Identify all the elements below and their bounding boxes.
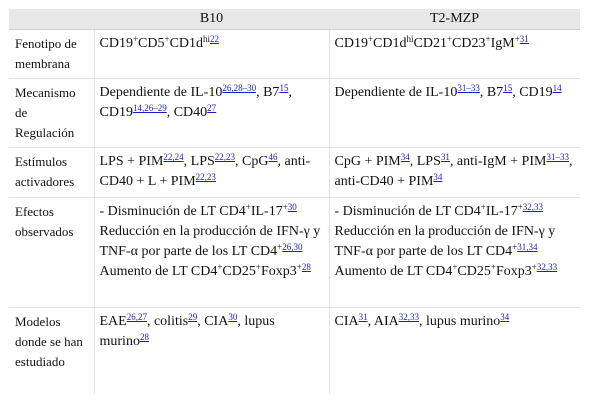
cell-text: Dependiente de IL-10 xyxy=(334,85,458,100)
cell-text: - Disminución de LT CD4 xyxy=(334,204,481,219)
cell-text: CD19 xyxy=(334,36,368,51)
cell-text: CD19 xyxy=(99,36,133,51)
reference-link[interactable]: 14 xyxy=(552,83,562,93)
reference-link[interactable]: 34 xyxy=(500,312,510,322)
superscript-marker: + xyxy=(277,242,283,252)
reference-link[interactable]: 32,33 xyxy=(522,202,544,212)
superscript-marker: + xyxy=(446,34,453,44)
cell-text: , LPS xyxy=(183,154,215,169)
table-row xyxy=(9,148,580,198)
superscript-marker: + xyxy=(164,34,170,44)
cell-text: , LPS xyxy=(409,154,441,169)
cell-text: , CpG xyxy=(235,154,269,169)
superscript-marker: + xyxy=(367,34,374,44)
t2mzp-cell xyxy=(329,198,580,308)
row-label: Mecanismo de Regulación xyxy=(9,79,94,148)
reference-link[interactable]: 22,23 xyxy=(214,152,236,162)
superscript-marker: + xyxy=(132,34,139,44)
superscript-marker: + xyxy=(531,262,537,272)
cell-text: IL-17 xyxy=(485,204,518,219)
cell-text: CD25 xyxy=(222,264,256,279)
reference-link[interactable]: 22,23 xyxy=(195,172,216,182)
cell-text: Reducción en la producción de IFN-γ y TNF-α por parte de los LT CD4 xyxy=(99,224,321,259)
table-row xyxy=(9,30,580,79)
superscript-marker: + xyxy=(245,202,251,212)
superscript-marker: + xyxy=(512,242,518,252)
reference-link[interactable]: 46 xyxy=(268,152,278,162)
cell-text: CIA xyxy=(334,314,359,329)
t2mzp-cell xyxy=(329,148,580,198)
cell-text: CD23 xyxy=(452,36,486,51)
reference-link[interactable]: 31 xyxy=(358,312,368,322)
cell-text: CpG + PIM xyxy=(334,154,401,169)
cell-text: IgM xyxy=(490,36,515,51)
superscript-marker: + xyxy=(452,262,458,272)
reference-link[interactable]: 31–33 xyxy=(457,83,480,93)
reference-link[interactable]: 32,33 xyxy=(398,312,419,322)
reference-link[interactable]: 22,24 xyxy=(163,152,184,162)
reference-link[interactable]: 34 xyxy=(433,172,443,182)
cell-text: , lupus murino xyxy=(99,314,275,349)
cell-text: , anti-IgM + PIM xyxy=(449,154,547,169)
superscript-marker: hi xyxy=(406,34,414,44)
cell-text: , lupus murino xyxy=(419,314,501,329)
cell-text: Aumento de LT CD4 xyxy=(99,264,218,279)
reference-link[interactable]: 15 xyxy=(503,83,513,93)
cell-text: , CD40 xyxy=(166,105,208,120)
table-row xyxy=(9,79,580,148)
cell-text: , colitis xyxy=(146,314,189,329)
reference-link[interactable]: 27 xyxy=(207,103,217,113)
reference-link[interactable]: 14,26–29 xyxy=(132,103,167,113)
superscript-marker: + xyxy=(480,202,486,212)
reference-link[interactable]: 31 xyxy=(519,34,529,44)
cell-text: - Disminución de LT CD4 xyxy=(99,204,246,219)
reference-link[interactable]: 30 xyxy=(228,312,238,322)
cell-text: , B7 xyxy=(256,85,280,100)
reference-link[interactable]: 26,28–30 xyxy=(222,83,257,93)
superscript-marker: + xyxy=(490,262,496,272)
cell-text: , anti-CD40 + L + PIM xyxy=(99,154,311,189)
reference-link[interactable]: 29 xyxy=(188,312,198,322)
cell-text: CD1d xyxy=(169,36,204,51)
header-row xyxy=(9,9,580,30)
superscript-marker: + xyxy=(217,262,223,272)
t2mzp-cell xyxy=(329,30,580,79)
cell-text: Dependiente de IL-10 xyxy=(99,85,223,100)
header-t2mzp: T2-MZP xyxy=(329,9,580,30)
cell-text: CD21 xyxy=(413,36,447,51)
cell-text: , B7 xyxy=(479,85,504,100)
b10-cell xyxy=(94,198,329,308)
cell-text: , CIA xyxy=(197,314,229,329)
cell-text: , anti-CD40 + PIM xyxy=(334,154,573,189)
cell-text: CD5 xyxy=(138,36,165,51)
header-empty xyxy=(9,9,94,30)
cell-text: , AIA xyxy=(367,314,399,329)
cell-text: Reducción en la producción de IFN-γ y TNF-α por parte de los LT CD4 xyxy=(334,224,556,259)
reference-link[interactable]: 31,34 xyxy=(517,242,538,252)
cell-text: Foxp3 xyxy=(495,264,532,279)
b10-cell xyxy=(94,308,329,394)
reference-link[interactable]: 34 xyxy=(400,152,410,162)
regulatory-b-cell-table xyxy=(9,9,580,394)
row-label: Estímulos activadores xyxy=(9,148,94,198)
reference-link[interactable]: 30 xyxy=(287,202,297,212)
superscript-marker: + xyxy=(485,34,491,44)
reference-link[interactable]: 32,33 xyxy=(536,262,558,272)
reference-link[interactable]: 31 xyxy=(440,152,450,162)
reference-link[interactable]: 28 xyxy=(301,262,311,272)
t2mzp-cell xyxy=(329,308,580,394)
cell-text: LPS + PIM xyxy=(99,154,164,169)
cell-text: EAE xyxy=(99,314,127,329)
superscript-marker: + xyxy=(517,202,523,212)
superscript-marker: + xyxy=(296,262,302,272)
superscript-marker: + xyxy=(255,262,261,272)
table-row xyxy=(9,308,580,394)
reference-link[interactable]: 26,27 xyxy=(126,312,147,322)
cell-text: , CD19 xyxy=(512,85,553,100)
reference-link[interactable]: 15 xyxy=(279,83,289,93)
cell-text: IL-17 xyxy=(250,204,283,219)
row-label: Fenotipo de membrana xyxy=(9,30,94,79)
row-label: Modelos donde se han estudiado xyxy=(9,308,94,394)
b10-cell xyxy=(94,148,329,198)
superscript-marker: + xyxy=(514,34,520,44)
reference-link[interactable]: 26,30 xyxy=(282,242,303,252)
cell-text: Foxp3 xyxy=(260,264,297,279)
reference-link[interactable]: 31–33 xyxy=(546,152,569,162)
t2mzp-cell xyxy=(329,79,580,148)
reference-link[interactable]: 28 xyxy=(139,332,149,342)
b10-cell xyxy=(94,30,329,79)
cell-text: , CD19 xyxy=(99,85,292,120)
table-row xyxy=(9,198,580,308)
cell-text: CD25 xyxy=(457,264,491,279)
reference-link[interactable]: 22 xyxy=(210,34,220,44)
header-b10: B10 xyxy=(94,9,329,30)
row-label: Efectos observados xyxy=(9,198,94,308)
cell-text: CD1d xyxy=(373,36,407,51)
b10-cell xyxy=(94,79,329,148)
superscript-marker: hi xyxy=(203,34,211,44)
superscript-marker: + xyxy=(282,202,288,212)
cell-text: Aumento de LT CD4 xyxy=(334,264,453,279)
